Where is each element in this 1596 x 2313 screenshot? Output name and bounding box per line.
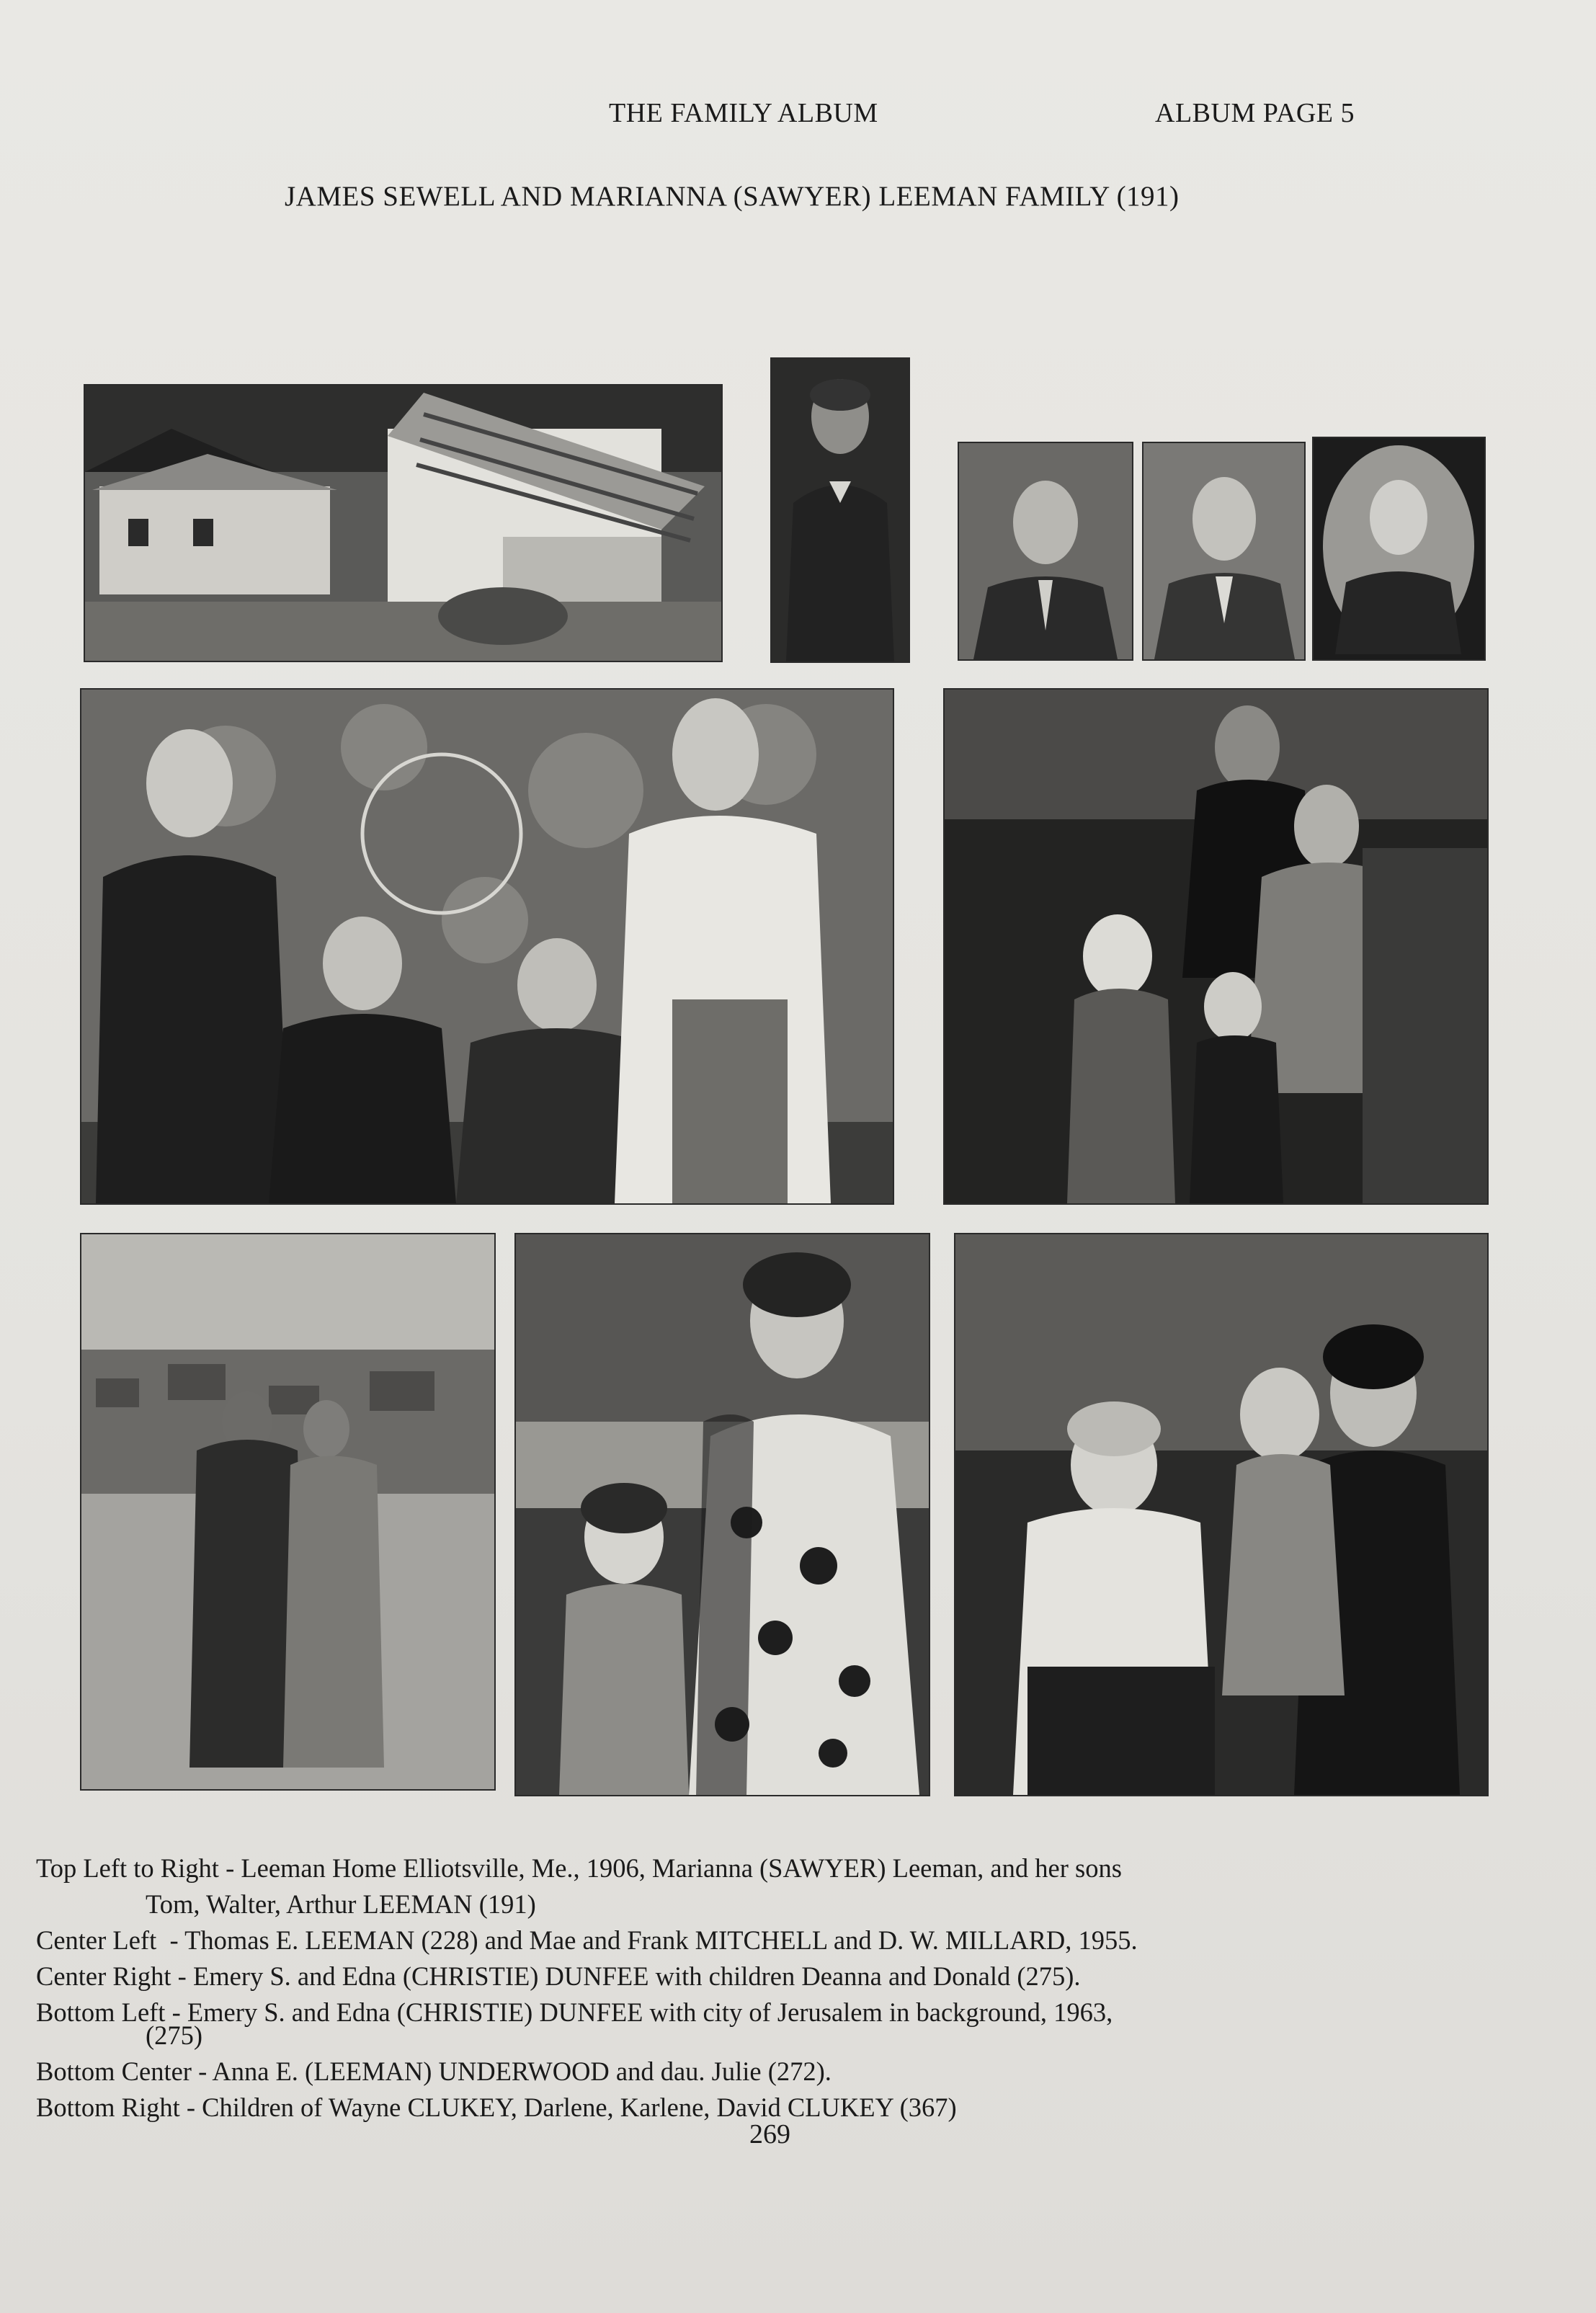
page-number: 269 <box>749 2119 790 2149</box>
photo-son-arthur <box>1314 438 1484 659</box>
caption-top <box>36 1850 1578 1886</box>
photo-leeman-home <box>85 386 721 661</box>
caption-text: - Emery S. and Edna (CHRISTIE) DUNFEE with children Deanna and Donald (275). <box>171 1961 1081 1991</box>
photo-thomas-leeman-group <box>81 690 893 1203</box>
caption-label: Bottom Right <box>36 2093 180 2122</box>
photo-dunfee-family-christmas <box>945 690 1487 1203</box>
caption-bottom-right <box>36 2090 1578 2126</box>
caption-text: - Emery S. and Edna (CHRISTIE) DUNFEE with city of Jerusalem in background, 1963, <box>165 1997 1113 2027</box>
album-title: THE FAMILY ALBUM <box>609 98 878 128</box>
caption-label: Bottom Left <box>36 1997 166 2027</box>
caption-top-continued: Tom, Walter, Arthur LEEMAN (191) <box>146 1889 536 1919</box>
caption-label: Center Left <box>36 1925 157 1955</box>
caption-center-left <box>36 1922 1578 1958</box>
photo-clukey-children <box>955 1234 1487 1795</box>
caption-text: - Leeman Home Elliotsville, Me., 1906, Marianna (SAWYER) Leeman, and her sons <box>218 1853 1122 1883</box>
album-page-number: ALBUM PAGE 5 <box>1155 98 1355 128</box>
caption-label: Center Right <box>36 1961 171 1991</box>
caption-bottom-left-continued: (275) <box>146 2020 203 2050</box>
photo-marianna-portrait <box>772 359 909 661</box>
caption-text: - Thomas E. LEEMAN (228) and Mae and Frank MITCHELL and D. W. MILLARD, 1955. <box>156 1925 1138 1955</box>
photo-captions <box>36 1850 1578 2126</box>
caption-label: Bottom Center <box>36 2056 192 2086</box>
caption-bottom-center <box>36 2054 1578 2090</box>
photo-son-tom <box>959 443 1132 659</box>
photo-dunfee-jerusalem <box>81 1234 494 1789</box>
caption-center-right <box>36 1958 1578 1995</box>
family-title: JAMES SEWELL AND MARIANNA (SAWYER) LEEMAN FAMILY (191) <box>285 181 1180 212</box>
caption-text: - Anna E. (LEEMAN) UNDERWOOD and dau. Julie (272). <box>191 2056 832 2086</box>
caption-label: Top Left to Right <box>36 1853 219 1883</box>
caption-text: - Children of Wayne CLUKEY, Darlene, Karlene, David CLUKEY (367) <box>179 2093 957 2122</box>
photo-anna-underwood-julie <box>516 1234 929 1795</box>
photo-son-walter <box>1143 443 1304 659</box>
